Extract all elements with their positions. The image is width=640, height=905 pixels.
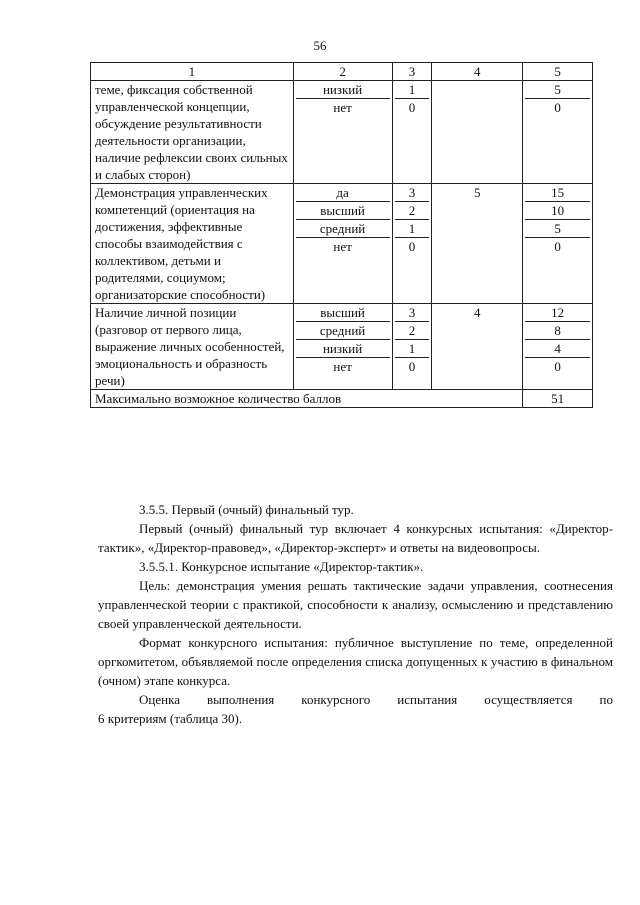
criterion-cell: Наличие личной позиции (разговор от первого лица, выражение личных особенностей, эмоциональность и образность речи)	[91, 304, 294, 390]
criteria-table	[90, 62, 593, 408]
table-row	[91, 81, 593, 184]
body-text	[98, 500, 613, 728]
table-header-row	[91, 63, 593, 81]
total-row	[91, 390, 593, 408]
score-value: 0	[525, 98, 590, 116]
points-cell	[392, 184, 432, 304]
header-cell: 1	[91, 63, 294, 81]
points-value: 0	[395, 357, 430, 375]
level-value: высший	[296, 201, 390, 219]
level-value: низкий	[296, 339, 390, 357]
points-value: 0	[395, 98, 430, 116]
score-value: 5	[525, 219, 590, 237]
level-cell	[293, 304, 392, 390]
level-value: нет	[296, 357, 390, 375]
points-value: 0	[395, 237, 430, 255]
score-value: 0	[525, 357, 590, 375]
points-value: 3	[408, 185, 416, 200]
criterion-cell: теме, фиксация собственной управленческой концепции, обсуждение результативности деятельности организации, наличие рефлексии своих сильных и слабых сторон)	[91, 81, 294, 184]
max-cell: 4	[432, 304, 523, 390]
paragraph: Первый (очный) финальный тур включает 4 конкурсных испытания: «Директор-тактик», «Директор-правовед», «Директор-эксперт» и ответы на видеовопросы.	[98, 521, 613, 555]
header-cell: 3	[392, 63, 432, 81]
points-value: 3	[408, 305, 416, 320]
level-value: средний	[296, 321, 390, 339]
level-value: высший	[320, 305, 365, 320]
points-cell	[392, 304, 432, 390]
header-cell: 2	[293, 63, 392, 81]
score-value: 15	[551, 185, 565, 200]
max-cell: 5	[432, 184, 523, 304]
page-number: 56	[313, 38, 327, 53]
score-value: 12	[551, 305, 565, 320]
table-row	[91, 184, 593, 304]
paragraph: Формат конкурсного испытания: публичное выступление по теме, определенной оргкомитетом, объявляемой после определения списка допущенных к участию в финальном (очном) этапе конкурса.	[98, 635, 613, 688]
max-cell	[432, 81, 523, 184]
score-value: 0	[525, 237, 590, 255]
points-value: 2	[395, 201, 430, 219]
level-value: нет	[296, 237, 390, 255]
level-value: нет	[296, 98, 390, 116]
total-label: Максимально возможное количество баллов	[91, 390, 523, 408]
header-cell: 5	[523, 63, 593, 81]
level-value: средний	[296, 219, 390, 237]
points-cell	[392, 81, 432, 184]
paragraph: Цель: демонстрация умения решать тактические задачи управления, соотнесения управленческой теории с практикой, способности к анализу, осмыслению и представлению своей управленческой деятельности.	[98, 578, 613, 631]
points-value: 2	[395, 321, 430, 339]
score-cell	[523, 81, 593, 184]
score-value: 5	[554, 82, 561, 97]
level-value: да	[336, 185, 349, 200]
level-value: низкий	[322, 82, 363, 97]
score-cell	[523, 184, 593, 304]
level-cell	[293, 81, 392, 184]
points-value: 1	[395, 339, 430, 357]
subsection-heading: 3.5.5.1. Конкурсное испытание «Директор-тактик».	[139, 559, 424, 574]
paragraph: Оценка выполнения конкурсного испытания осуществляется по	[139, 692, 613, 707]
points-value: 1	[395, 219, 430, 237]
level-cell	[293, 184, 392, 304]
table-row	[91, 304, 593, 390]
score-cell	[523, 304, 593, 390]
section-heading: 3.5.5. Первый (очный) финальный тур.	[139, 502, 354, 517]
points-value: 1	[408, 82, 416, 97]
score-value: 4	[525, 339, 590, 357]
score-value: 8	[525, 321, 590, 339]
paragraph: 6 критериям (таблица 30).	[98, 711, 243, 726]
score-value: 10	[525, 201, 590, 219]
total-value: 51	[523, 390, 593, 408]
criterion-cell: Демонстрация управленческих компетенций (ориентация на достижения, эффективные способы взаимодействия с коллективом, детьми и родителями, социумом; организаторские способности)	[91, 184, 294, 304]
header-cell: 4	[432, 63, 523, 81]
